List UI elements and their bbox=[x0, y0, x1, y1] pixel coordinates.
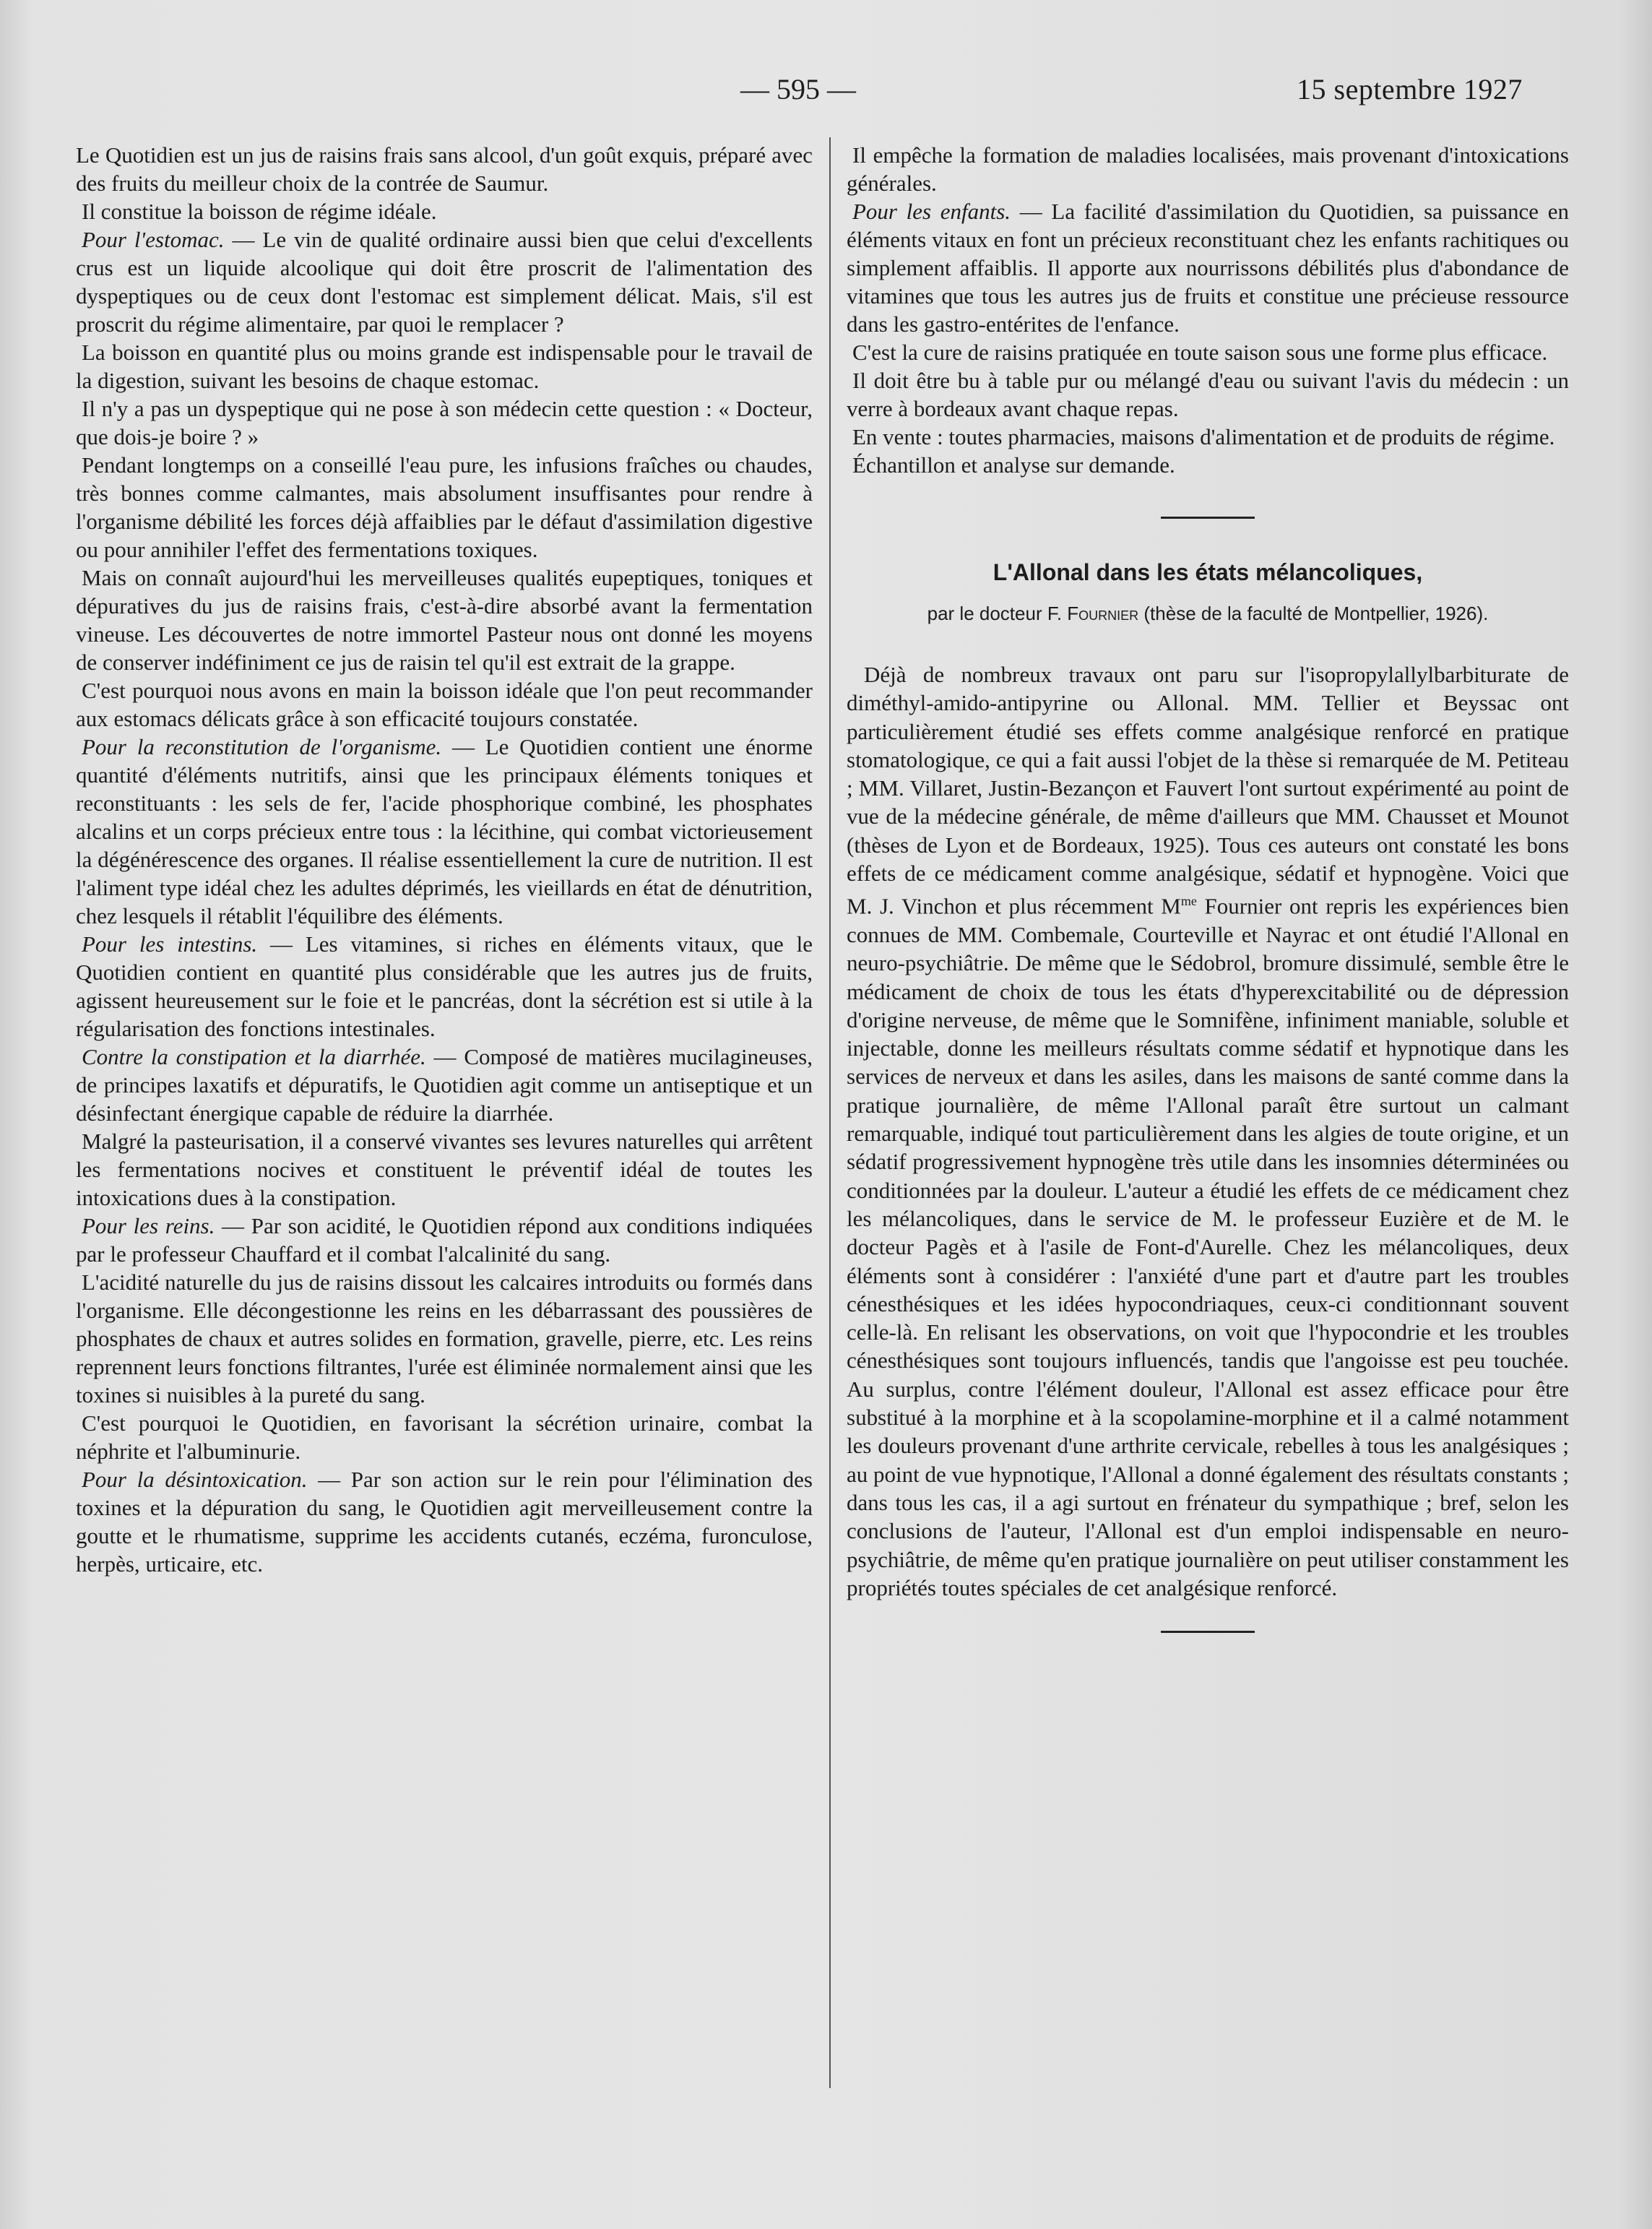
page-number: — 595 — bbox=[740, 73, 856, 105]
paragraph: La boisson en quantité plus ou moins grande est indispensable pour le travail de la digestion, suivant les besoins de chaque estomac. bbox=[76, 340, 813, 393]
paragraph bbox=[76, 1212, 813, 1268]
paragraph: Il empêche la formation de maladies localisées, mais provenant d'intoxications générales. bbox=[847, 142, 1569, 196]
paragraph-text: — Le vin de qualité ordinaire aussi bien que celui d'excellents crus est un liquide alcoolique qui doit être proscrit de l'alimentation des dyspeptiques ou de ceux dont l'estomac est simplement délicat. Mais, s'il est proscrit du régime alimentaire, par quoi le remplacer ? bbox=[76, 227, 813, 337]
paragraph bbox=[76, 733, 813, 930]
paragraph bbox=[76, 930, 813, 1043]
article-byline bbox=[847, 601, 1569, 626]
section-lead: Pour les intestins. bbox=[82, 931, 258, 957]
paragraph-text: — Par son action sur le rein pour l'élimination des toxines et la dépuration du sang, le Quotidien agit merveilleusement contre la goutte et le rhumatisme, supprime les accidents cutanés, eczéma, furonculose, herpès, urticaire, etc. bbox=[76, 1467, 813, 1577]
paragraph-text: — Le Quotidien contient une énorme quantité d'éléments nutritifs, ainsi que les principaux éléments toniques et reconstituants : les sels de fer, l'acide phosphorique combiné, les phosphates alcalins et un corps précieux entre tous : la lécithine, qui combat victorieusement la dégénérescence des organes. Il réalise essentiellement la cure de nutrition. Il est l'aliment type idéal chez les adultes déprimés, les vieillards en état de dénutrition, chez lesquels il rétablit l'équilibre des éléments. bbox=[76, 734, 813, 928]
paragraph: C'est la cure de raisins pratiquée en toute saison sous une forme plus efficace. bbox=[852, 340, 1548, 365]
left-column bbox=[76, 141, 813, 1578]
section-lead: Pour l'estomac. bbox=[82, 227, 225, 252]
paragraph bbox=[76, 225, 813, 338]
end-rule bbox=[1161, 1631, 1255, 1633]
issue-date: 15 septembre 1927 bbox=[1297, 73, 1523, 105]
paragraph-text: — La facilité d'assimilation du Quotidien, sa puissance en éléments vitaux en font un précieux reconstituant chez les enfants rachitiques ou simplement affaiblis. Il apporte aux nourrissons débilités plus d'abondance de vitamines que tous les autres jus de fruits et constitue une précieuse ressource dans les gastro-entérites de l'enfance. bbox=[847, 199, 1569, 337]
section-lead: Pour les enfants. bbox=[852, 199, 1011, 224]
byline-prefix: par le docteur F. bbox=[927, 603, 1068, 624]
paragraph bbox=[76, 1043, 813, 1127]
paragraph: Le Quotidien est un jus de raisins frais sans alcool, d'un goût exquis, préparé avec des fruits du meilleur choix de la contrée de Saumur. bbox=[76, 142, 813, 196]
right-column bbox=[847, 141, 1569, 1670]
superscript: me bbox=[1180, 894, 1197, 909]
paragraph-text: — Les vitamines, si riches en éléments vitaux, que le Quotidien contient en quantité plus considérable que les autres jus de fruits, agissent heureusement sur le foie et le pancréas, dont la sécrétion est si utile à la régularisation des fonctions intestinales. bbox=[76, 931, 813, 1041]
paragraph: Il constitue la boisson de régime idéale. bbox=[82, 199, 437, 224]
paragraph-text: — Par son acidité, le Quotidien répond aux conditions indiquées par le professeur Chauffard et il combat l'alcalinité du sang. bbox=[76, 1213, 813, 1267]
section-lead: Contre la constipation et la diarrhée. bbox=[82, 1044, 426, 1069]
paragraph: Il n'y a pas un dyspeptique qui ne pose à son médecin cette question : « Docteur, que dois-je boire ? » bbox=[76, 396, 813, 449]
byline-suffix: (thèse de la faculté de Montpellier, 1926). bbox=[1138, 603, 1489, 624]
paragraph: En vente : toutes pharmacies, maisons d'alimentation et de produits de régime. bbox=[852, 424, 1555, 449]
author-name: Fournier bbox=[1067, 603, 1139, 624]
paragraph-text: Déjà de nombreux travaux ont paru sur l'isopropylallylbarbiturate de diméthyl-amido-antipyrine ou Allonal. MM. Tellier et Beyssac ont particulièrement étudié ses effets comme analgésique renforcé en pratique stomatologique, ce qui a fait aussi l'objet de la thèse si remarquée de M. Petiteau ; MM. Villaret, Justin-Bezançon et Fauvert l'ont surtout expérimenté au point de vue de la médecine générale, de même d'ailleurs que MM. Chausset et Mounot (thèses de Lyon et de Bordeaux, 1925). Tous ces auteurs ont constaté les bons effets de ce médicament comme analgésique, sédatif et hypnogène. Voici que M. J. Vinchon et plus récemment M bbox=[847, 662, 1569, 919]
section-rule bbox=[1161, 517, 1255, 519]
paragraph bbox=[847, 197, 1569, 338]
paragraph: C'est pourquoi nous avons en main la boisson idéale que l'on peut recommander aux estomacs délicats grâce à son efficacité toujours constatée. bbox=[76, 678, 813, 731]
section-lead: Pour la désintoxication. bbox=[82, 1467, 308, 1492]
paragraph: C'est pourquoi le Quotidien, en favorisant la sécrétion urinaire, combat la néphrite et l'albuminurie. bbox=[76, 1410, 813, 1464]
paragraph-text: — Composé de matières mucilagineuses, de principes laxatifs et dépuratifs, le Quotidien agit comme un antiseptique et un désinfectant énergique capable de réduire la diarrhée. bbox=[76, 1044, 813, 1126]
paragraph: Pendant longtemps on a conseillé l'eau pure, les infusions fraîches ou chaudes, très bonnes comme calmantes, mais absolument insuffisantes pour rendre à l'organisme débilité les forces déjà affaiblies par le défaut d'assimilation digestive ou pour annihiler l'effet des fermentations toxiques. bbox=[76, 452, 813, 562]
article-title: L'Allonal dans les états mélancoliques, bbox=[993, 559, 1423, 585]
paragraph-text: Fournier ont repris les expériences bien connues de MM. Combemale, Courteville et Nayrac et ont étudié l'Allonal en neuro-psychiâtrie. De même que le Sédobrol, bromure dissimulé, semble être le médicament de choix de tous les états d'hyperexcitabilité ou de dépression d'origine nerveuse, de même que le Somnifène, infiniment maniable, soluble et injectable, donne les meilleurs résultats comme sédatif et hypnotique dans les services de nerveux et dans les asiles, dans les maisons de santé comme dans la pratique journalière, de même l'Allonal paraît être surtout un calmant remarquable, indiqué tout particulièrement dans les algies de toute origine, et un sédatif progressivement hypnogène très utile dans les insomnies déterminées ou conditionnées par la douleur. L'auteur a étudié les effets de ce médicament chez les mélancoliques, dans le service de M. le professeur Euzière et de M. le docteur Pagès et à l'asile de Font-d'Aurelle. Chez les mélancoliques, deux éléments sont à considérer : l'anxiété d'une part et d'autre part les troubles cénesthésiques et les idées hypocondriaques, ceux-ci conditionnant souvent celle-là. En relisant les observations, on voit que l'hypocondrie et les troubles cénesthésiques sont toujours influencés, tandis que l'angoisse est peu touchée. Au surplus, contre l'élément douleur, l'Allonal est assez efficace pour être substitué à la morphine et à la scopolamine-morphine et il a calmé notamment les douleurs provenant d'une arthrite cervicale, rebelles à tous les analgésiques ; au point de vue hypnotique, l'Allonal a donné également des résultats constants ; dans tous les cas, il a agi surtout en frénateur du sympathique ; bref, selon les conclusions de l'auteur, l'Allonal est d'un emploi indispensable en neuro-psychiâtrie, de même qu'en pratique journalière on peut utiliser constamment les propriétés toutes spéciales de cet analgésique renforcé. bbox=[847, 893, 1569, 1600]
article-body bbox=[847, 660, 1569, 1602]
paragraph: Il doit être bu à table pur ou mélangé d'eau ou suivant l'avis du médecin : un verre à bordeaux avant chaque repas. bbox=[847, 368, 1569, 421]
paragraph bbox=[847, 660, 1569, 1602]
section-lead: Pour les reins. bbox=[82, 1213, 215, 1238]
column-divider bbox=[829, 137, 831, 2088]
paragraph: Mais on connaît aujourd'hui les merveilleuses qualités eupeptiques, toniques et dépuratives du jus de raisins frais, c'est-à-dire absorbé avant la fermentation vineuse. Les découvertes de notre immortel Pasteur nous ont donné les moyens de conserver indéfiniment ce jus de raisin tel qu'il est extrait de la grappe. bbox=[76, 565, 813, 675]
paragraph bbox=[76, 1465, 813, 1578]
paragraph: L'acidité naturelle du jus de raisins dissout les calcaires introduits ou formés dans l'organisme. Elle décongestionne les reins en les débarrassant des poussières de phosphates de chaux et autres solides en formation, gravelle, pierre, etc. Les reins reprennent leurs fonctions filtrantes, l'urée est éliminée normalement ainsi que les toxines si nuisibles à la pureté du sang. bbox=[76, 1269, 813, 1407]
paragraph: Malgré la pasteurisation, il a conservé vivantes ses levures naturelles qui arrêtent les fermentations nocives et constituent le préventif idéal de toutes les intoxications dues à la constipation. bbox=[76, 1129, 813, 1210]
section-lead: Pour la reconstitution de l'organisme. bbox=[82, 734, 442, 759]
paragraph: Échantillon et analyse sur demande. bbox=[852, 452, 1175, 478]
